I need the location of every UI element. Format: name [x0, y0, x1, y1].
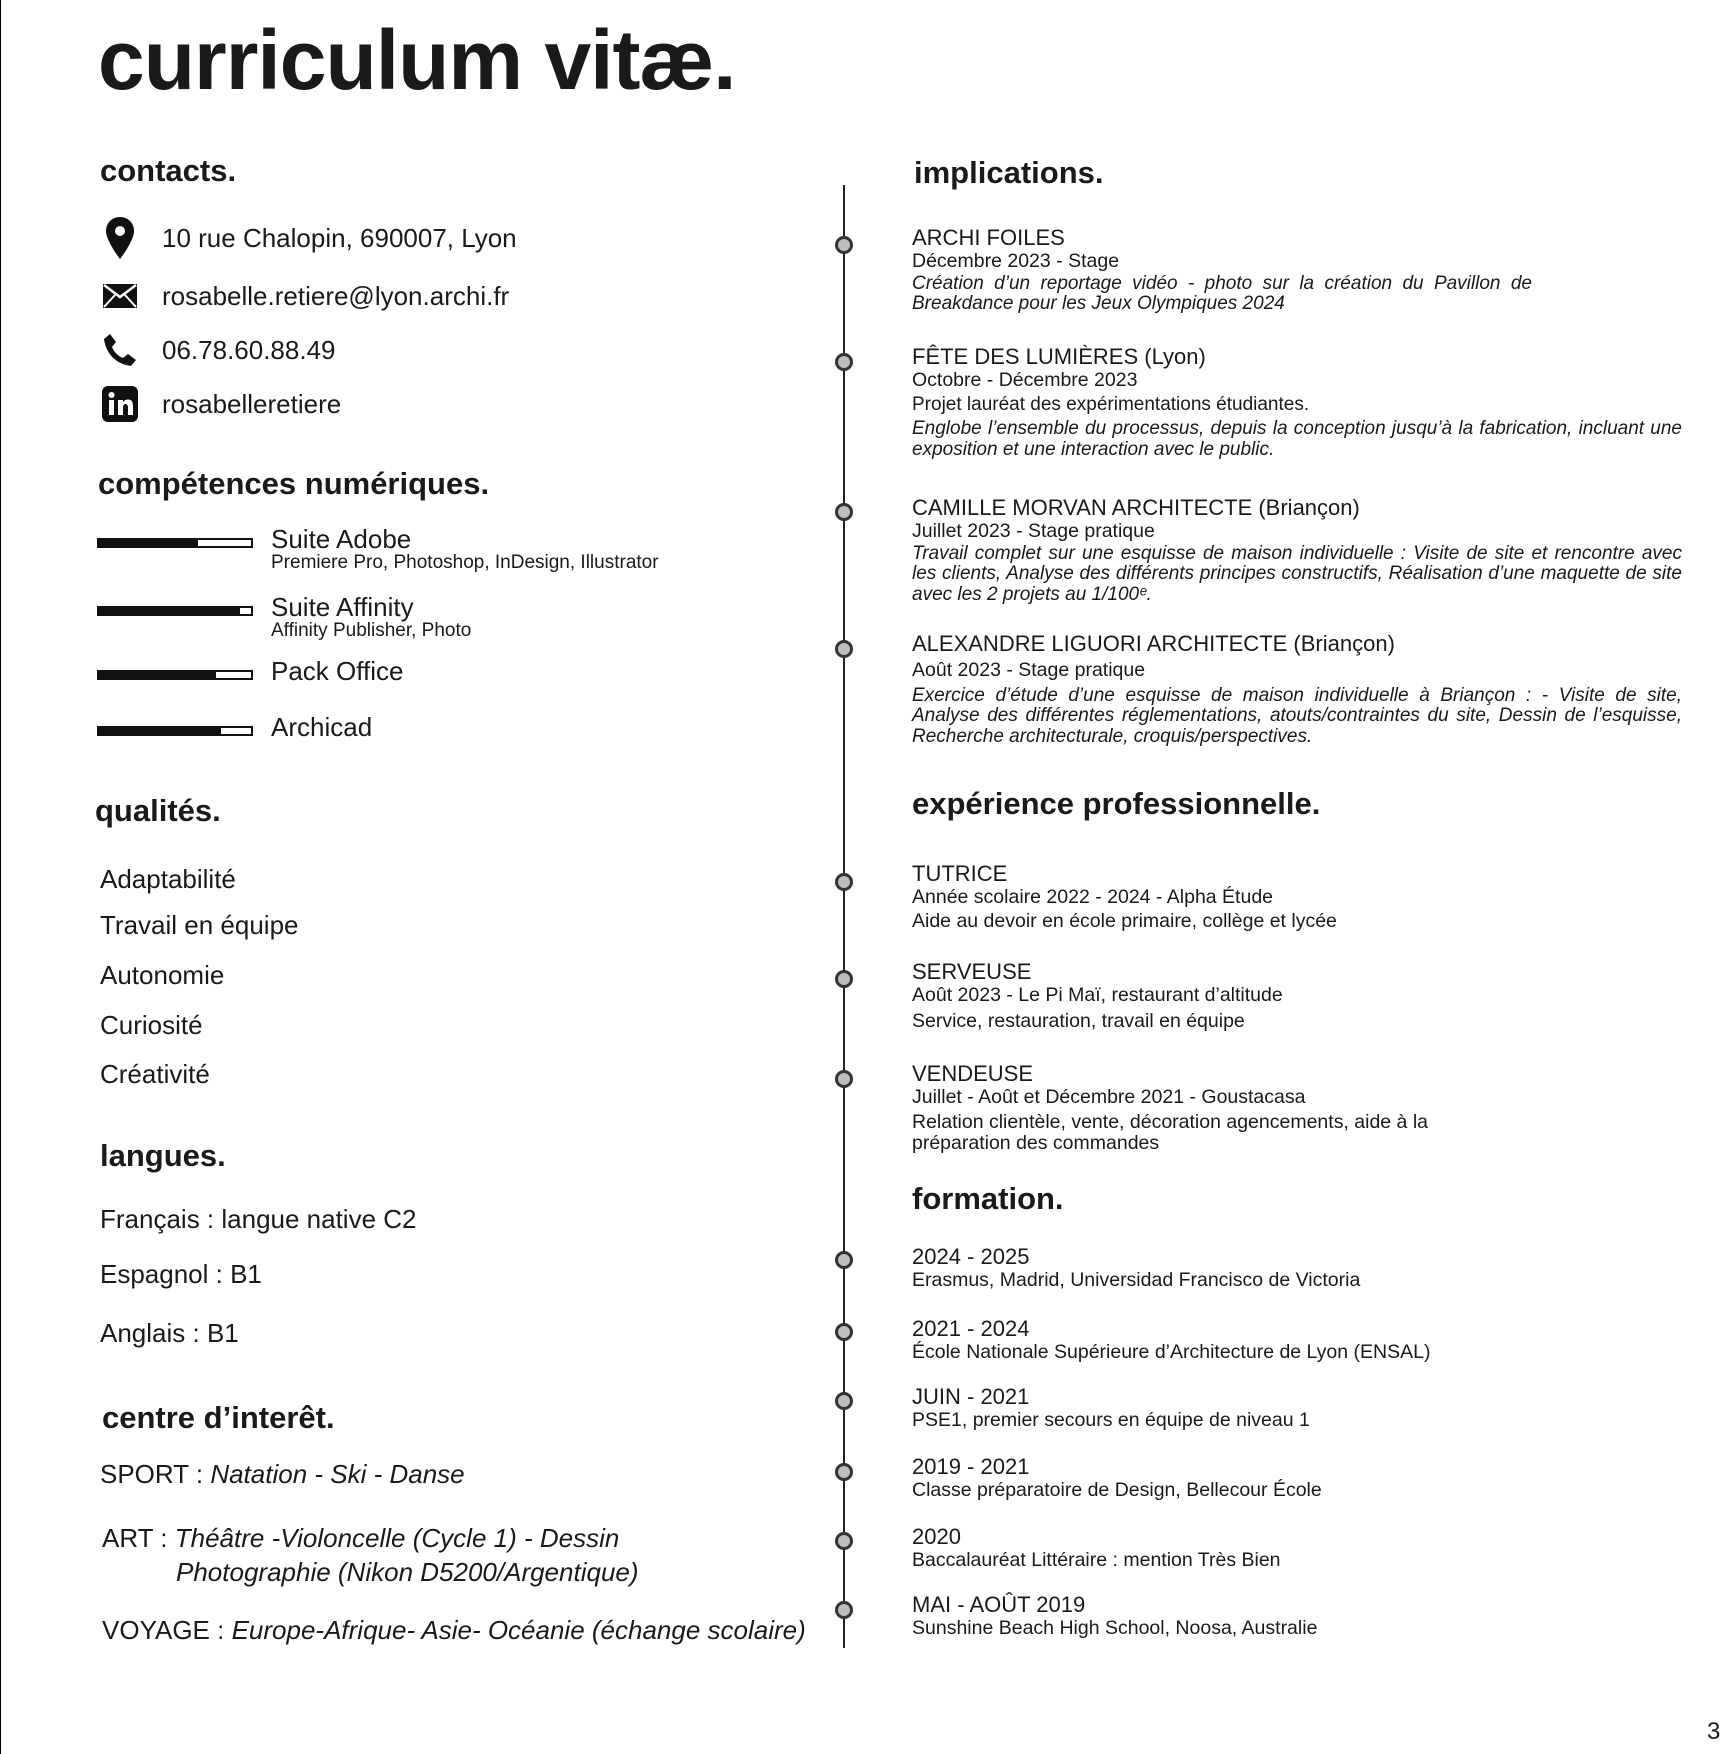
implication-entry: [912, 226, 1682, 315]
skill-name: Pack Office: [271, 656, 404, 686]
timeline-dot: [835, 873, 853, 891]
education-entry: [912, 1455, 1682, 1503]
implication-entry: [912, 632, 1682, 748]
experience-heading: expérience professionnelle.: [912, 786, 1321, 821]
entry-subtitle: Juillet - Août et Décembre 2021 - Goustacasa: [912, 1086, 1306, 1109]
contact-phone-text: 06.78.60.88.49: [162, 334, 336, 365]
interests-heading: centre d’interêt.: [102, 1400, 335, 1435]
quality-item: Créativité: [100, 1059, 210, 1089]
skill-level-fill: [99, 672, 216, 678]
entry-subtitle: Août 2023 - Stage pratique: [912, 659, 1146, 682]
interest-text: Europe-Afrique- Asie- Océanie (échange scolaire): [231, 1615, 806, 1645]
language-item: Espagnol : B1: [100, 1259, 262, 1289]
quality-item: Travail en équipe: [100, 910, 299, 940]
skill-level-fill: [99, 608, 240, 614]
skill-detail: Premiere Pro, Photoshop, InDesign, Illustrator: [271, 552, 659, 574]
skill-item: [97, 526, 659, 574]
language-item: Anglais : B1: [100, 1318, 239, 1348]
skills-heading: compétences numériques.: [98, 466, 490, 501]
entry-description: Création d’un reportage vidéo - photo sur la création du Pavillon de Breakdance pour les Jeux Olympiques 2024: [912, 272, 1532, 315]
skill-level-bar: [97, 606, 253, 616]
entry-title: FÊTE DES LUMIÈRES (Lyon): [912, 344, 1206, 369]
location-pin-icon: [100, 218, 140, 258]
entry-title: TUTRICE: [912, 861, 1008, 886]
timeline-dot: [835, 1601, 853, 1619]
interest-text: Photographie (Nikon D5200/Argentique): [176, 1557, 639, 1587]
entry-description: Relation clientèle, vente, décoration agencements, aide à la préparation des commandes: [912, 1110, 1428, 1155]
skill-item: [97, 714, 372, 741]
education-entry: [912, 1593, 1682, 1641]
timeline-dot: [835, 1532, 853, 1550]
phone-icon: [100, 330, 140, 370]
contact-address-text: 10 rue Chalopin, 690007, Lyon: [162, 222, 517, 253]
entry-description: Erasmus, Madrid, Universidad Francisco de Victoria: [912, 1269, 1361, 1292]
entry-title: ARCHI FOILES: [912, 225, 1065, 250]
experience-entry: [912, 862, 1682, 933]
contact-linkedin-text: rosabelleretiere: [162, 388, 342, 419]
entry-title: VENDEUSE: [912, 1061, 1034, 1086]
entry-description: Aide au devoir en école primaire, collège et lycée: [912, 909, 1337, 932]
interest-label: VOYAGE :: [102, 1615, 225, 1645]
entry-subtitle: Juillet 2023 - Stage pratique: [912, 520, 1155, 543]
education-entry: [912, 1245, 1682, 1293]
entry-description: Sunshine Beach High School, Noosa, Australie: [912, 1617, 1318, 1640]
entry-subtitle: Août 2023 - Le Pi Maï, restaurant d’altitude: [912, 984, 1283, 1007]
entry-title: CAMILLE MORVAN ARCHITECTE (Briançon): [912, 495, 1360, 520]
timeline-dot: [835, 1323, 853, 1341]
skill-detail: Affinity Publisher, Photo: [271, 620, 472, 642]
timeline-dot: [835, 353, 853, 371]
education-entry: [912, 1525, 1682, 1573]
skill-level-bar: [97, 538, 253, 548]
page-number: 3: [1707, 1718, 1721, 1745]
entry-description: Travail complet sur une esquisse de maison individuelle : Visite de site et rencontre avec les clients, Analyse des différents principes constructifs, Réalisation d’une maquette de site avec les 2 projets au 1/100ᵉ.: [912, 542, 1682, 606]
linkedin-icon: [100, 384, 140, 424]
entry-description: Projet lauréat des expérimentations étudiantes.: [912, 393, 1310, 415]
entry-description: PSE1, premier secours en équipe de niveau 1: [912, 1409, 1310, 1432]
timeline-dot: [835, 503, 853, 521]
skill-level-bar: [97, 726, 253, 736]
entry-title: 2024 - 2025: [912, 1244, 1030, 1269]
entry-description: École Nationale Supérieure d’Architecture de Lyon (ENSAL): [912, 1341, 1431, 1364]
interest-sport: [100, 1458, 465, 1492]
timeline-dot: [835, 640, 853, 658]
timeline-dot: [835, 1070, 853, 1088]
quality-item: Curiosité: [100, 1010, 203, 1040]
implication-entry: [912, 496, 1682, 606]
skill-name: Suite Affinity: [271, 592, 414, 622]
entry-title: SERVEUSE: [912, 959, 1032, 984]
entry-subtitle: Octobre - Décembre 2023: [912, 369, 1138, 392]
interest-text: Théâtre -Violoncelle (Cycle 1) - Dessin: [174, 1523, 620, 1553]
education-entry: [912, 1385, 1682, 1433]
contact-email-text: rosabelle.retiere@lyon.archi.fr: [162, 280, 510, 311]
entry-title: 2020: [912, 1524, 961, 1549]
entry-description: Baccalauréat Littéraire : mention Très Bien: [912, 1549, 1281, 1572]
contact-linkedin: [100, 384, 341, 424]
timeline-dot: [835, 970, 853, 988]
entry-description: Classe préparatoire de Design, Bellecour École: [912, 1479, 1322, 1502]
interest-label: ART :: [102, 1523, 168, 1553]
skill-level-fill: [99, 728, 221, 734]
contact-address: [100, 218, 517, 258]
contact-email: [100, 276, 509, 316]
entry-description: Exercice d’étude d’une esquisse de maison individuelle à Briançon : - Visite de site, Analyse des différentes réglementations, atouts/contraintes du site, Dessin de l’esquisse, Recherche architecturale, croquis/perspectives.: [912, 684, 1682, 748]
timeline-dot: [835, 236, 853, 254]
language-item: Français : langue native C2: [100, 1204, 417, 1234]
skill-level-bar: [97, 670, 253, 680]
timeline-dot: [835, 1463, 853, 1481]
entry-description-italic: Englobe l’ensemble du processus, depuis la conception jusqu’à la fabrication, incluant une exposition et une interaction avec le public.: [912, 418, 1682, 461]
skill-level-fill: [99, 540, 198, 546]
entry-description: Service, restauration, travail en équipe: [912, 1009, 1245, 1032]
timeline-line: [843, 185, 845, 1648]
entry-subtitle: Décembre 2023 - Stage: [912, 250, 1120, 273]
entry-title: MAI - AOÛT 2019: [912, 1592, 1086, 1617]
timeline-dot: [835, 1392, 853, 1410]
skill-item: [97, 594, 471, 642]
education-heading: formation.: [912, 1181, 1064, 1216]
entry-title: ALEXANDRE LIGUORI ARCHITECTE (Briançon): [912, 631, 1395, 656]
experience-entry: [912, 960, 1682, 1033]
entry-title: 2021 - 2024: [912, 1316, 1030, 1341]
quality-item: Adaptabilité: [100, 864, 236, 894]
experience-entry: [912, 1062, 1682, 1154]
entry-title: 2019 - 2021: [912, 1454, 1030, 1479]
skill-item: [97, 658, 403, 685]
interest-art-continued: [176, 1556, 639, 1590]
interest-text: Natation - Ski - Danse: [210, 1459, 465, 1489]
interest-label: SPORT :: [100, 1459, 204, 1489]
envelope-icon: [100, 276, 140, 316]
skill-name: Suite Adobe: [271, 524, 412, 554]
page-edge: [0, 0, 1, 1754]
entry-title: JUIN - 2021: [912, 1384, 1030, 1409]
page-title: curriculum vitæ.: [98, 13, 736, 107]
timeline-dot: [835, 1251, 853, 1269]
interest-art: [102, 1522, 619, 1556]
quality-item: Autonomie: [100, 960, 225, 990]
implication-entry: [912, 345, 1682, 461]
entry-subtitle: Année scolaire 2022 - 2024 - Alpha Étude: [912, 886, 1274, 909]
education-entry: [912, 1317, 1682, 1365]
skill-name: Archicad: [271, 712, 373, 742]
contacts-heading: contacts.: [100, 153, 237, 188]
implications-heading: implications.: [914, 155, 1104, 190]
languages-heading: langues.: [100, 1138, 226, 1173]
qualities-heading: qualités.: [95, 793, 221, 828]
contact-phone: [100, 330, 336, 370]
interest-travel: [102, 1614, 806, 1648]
